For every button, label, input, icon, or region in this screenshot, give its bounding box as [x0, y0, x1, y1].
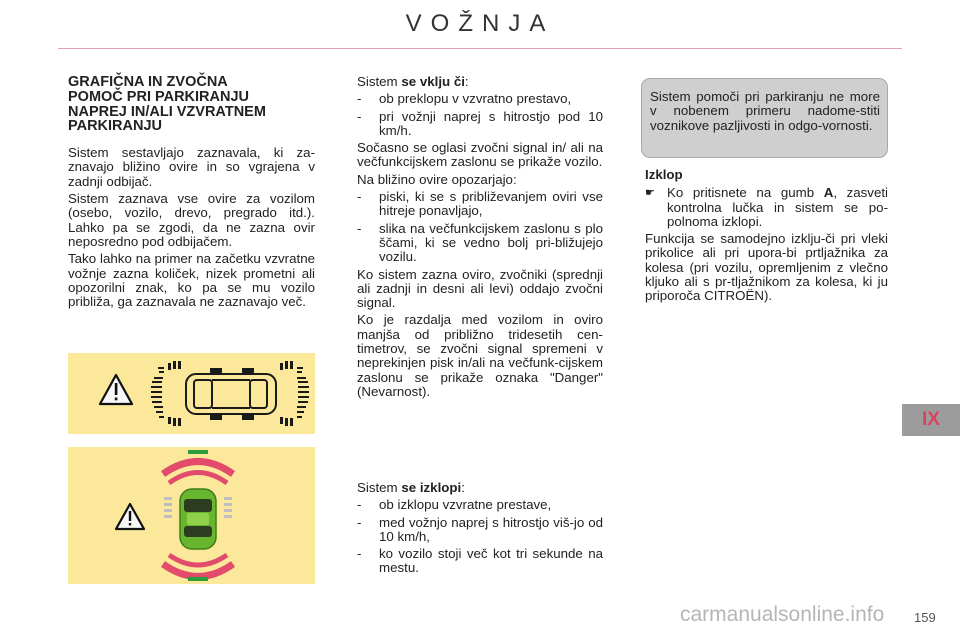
note-box: Sistem pomoči pri parkiranju ne more v nobenem primeru nadome-stiti voznikove pazljivosti in odgo-vornosti.	[641, 78, 888, 158]
page-number: 159	[914, 610, 936, 625]
car-top-view-icon	[186, 369, 276, 419]
list-item: - med vožnjo naprej s hitrostjo viš-jo od 10 km/h,	[357, 514, 603, 544]
danger-paragraph: Ko je razdalja med vozilom in oviro manjša od približno tridesetih cen-timetrov, se zvočni signal spremeni v neprekinjen pisk in/ali na večfunk-cijskem zaslonu se prikaže oznaka "Danger" (Nevarnost).	[357, 312, 603, 399]
heading-line: GRAFIČNA IN ZVOČNA	[68, 74, 228, 90]
warning-triangle-icon	[116, 504, 144, 529]
green-car-icon	[180, 489, 216, 549]
deactivation-intro: Sistem se izklopi:	[357, 480, 465, 495]
speaker-paragraph: Ko sistem zazna oviro, zvočniki (sprednji ali zadnji in desni ali levi) oddajo zvočni signal.	[357, 266, 603, 311]
warning-triangle-icon	[100, 375, 132, 404]
activation-intro: Sistem se vklju či:	[357, 74, 469, 89]
detection-paragraph: Sistem zaznava vse ovire za vozilom (osebo, vozilo, drevo, pregrado itd.). Lahko pa se zgodi, da ne zazna ovir neposredno pod odbijačem.	[68, 191, 315, 249]
watermark: carmanualsonline.info	[680, 603, 885, 626]
page-title: VOŽNJA	[405, 10, 555, 37]
intro-paragraph: Sistem sestavljajo zaznavala, ki za-znavajo bližino ovire in so vgrajena v zadnji odbijač.	[68, 145, 315, 189]
list-item: - pri vožnji naprej s hitrostjo pod 10 km/h.	[357, 108, 603, 138]
list-item: - ko vozilo stoji več kot tri sekunde na mestu.	[357, 546, 603, 576]
list-item: - ob izklopu vzvratne prestave,	[357, 497, 552, 513]
list-item: ☛ Ko pritisnete na gumb A, zasveti kontrolna lučka in sistem se po-polnoma izklopi.	[645, 185, 888, 229]
list-item: - piski, ki se s približevanjem oviri vse hitreje ponavljajo,	[357, 189, 603, 219]
list-item: - ob preklopu v vzvratno prestavo,	[357, 91, 572, 107]
parking-display-figure-bottom	[68, 447, 315, 584]
chapter-tab[interactable]: IX	[902, 404, 960, 436]
section-heading	[68, 75, 315, 134]
rear-sensor-bars-icon	[280, 361, 309, 426]
left-column	[68, 75, 315, 312]
list-item: - slika na večfunkcijskem zaslonu s plo ščami, ki se vedno bolj pri-bližujejo vozilu.	[357, 220, 603, 265]
middle-column-deactivation	[357, 481, 603, 579]
front-sensor-zones-icon	[163, 452, 233, 483]
parking-display-figure-top	[68, 353, 315, 434]
header-divider	[58, 48, 902, 49]
heading-line: PARKIRANJU	[68, 118, 162, 135]
example-paragraph: Tako lahko na primer na začetku vzvratne vožnje zazna količek, nizek prometni ali opozorilni znak, ko pa se mu vozilo približa, ga zaznavala ne zaznavajo več.	[68, 251, 315, 310]
right-column	[645, 168, 888, 307]
signal-paragraph: Sočasno se oglasi zvočni signal in/ ali na večfunkcijskem zaslonu se prikaže vozilo.	[357, 140, 603, 170]
pointer-icon: ☛	[645, 187, 655, 200]
heading-line: POMOČ PRI PARKIRANJU	[68, 88, 249, 105]
front-sensor-bars-icon	[151, 361, 181, 426]
auto-disable-paragraph: Funkcija se samodejno izklju-či pri vleki prikolice ali pri upora-bi prtljažnika za kolesa (pri vozilu, opremljenim z vlečno kljuko ali s pr-tljažnikom za kolesa, ki ju priporoča CITROËN).	[645, 231, 888, 304]
rear-sensor-zones-icon	[163, 555, 233, 579]
subheading: Izklop	[645, 167, 683, 182]
middle-column	[357, 75, 603, 402]
heading-line: NAPREJ IN/ALI VZVRATNEM	[68, 103, 266, 120]
warning-intro: Na bližino ovire opozarjajo:	[357, 171, 517, 187]
